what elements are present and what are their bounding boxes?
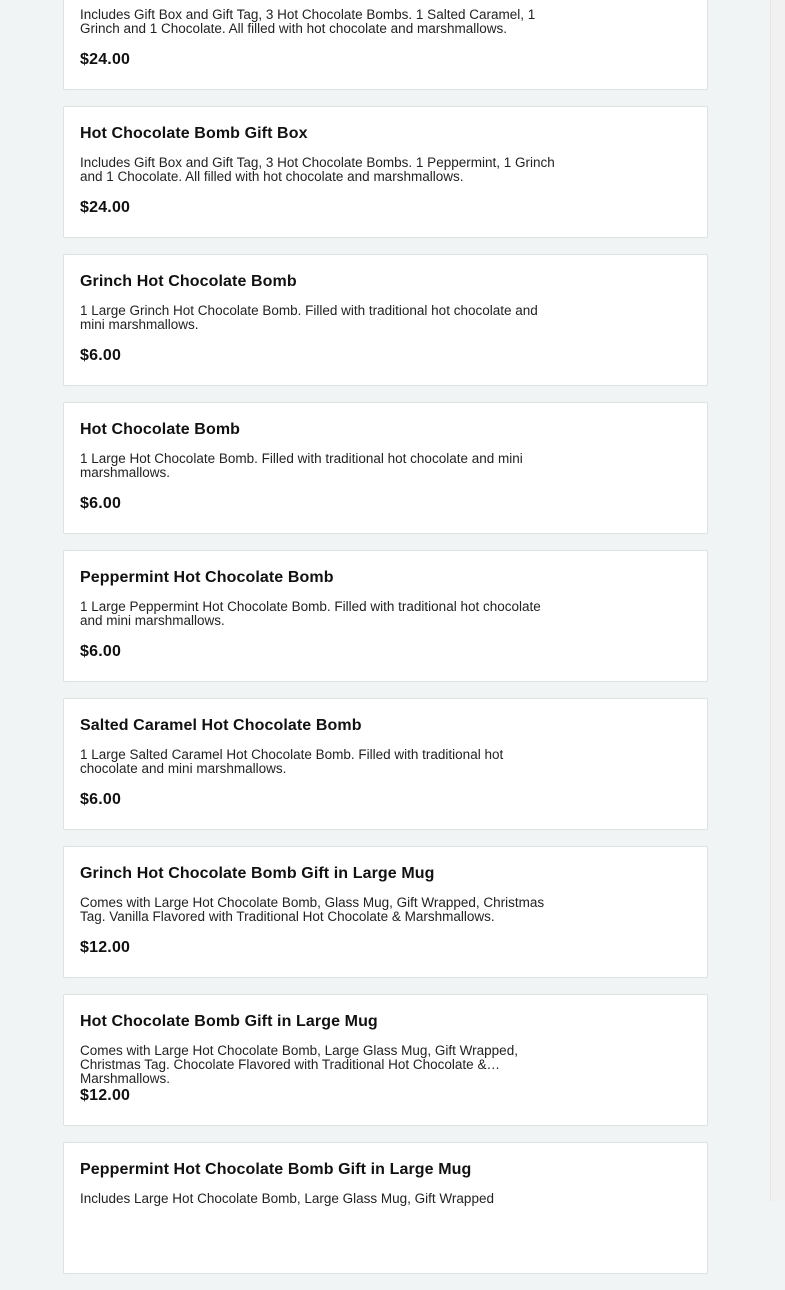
menu-item-price: $24.00 bbox=[80, 51, 131, 68]
menu-item-title: Grinch Hot Chocolate Bomb Gift in Large Mug bbox=[80, 865, 435, 882]
menu-item-description: Includes Gift Box and Gift Tag, 3 Hot Chocolate Bombs. 1 Peppermint, 1 Grinch and 1 Chocolate. All filled with hot chocolate and marshmallows. bbox=[80, 155, 555, 184]
menu-item-card[interactable] bbox=[63, 402, 708, 534]
menu-item-description: 1 Large Hot Chocolate Bomb. Filled with traditional hot chocolate and mini marshmallows. bbox=[80, 451, 523, 480]
menu-item-price: $6.00 bbox=[80, 791, 122, 808]
menu-item-list bbox=[63, 0, 708, 1290]
page-scrollbar[interactable] bbox=[770, 0, 785, 1201]
menu-item-price: $12.00 bbox=[80, 1087, 131, 1104]
menu-item-price: $6.00 bbox=[80, 643, 122, 660]
menu-item-title: Grinch Hot Chocolate Bomb bbox=[80, 273, 297, 290]
menu-item-description: 1 Large Salted Caramel Hot Chocolate Bomb. Filled with traditional hot chocolate and mini marshmallows. bbox=[80, 747, 504, 776]
menu-item-title: Hot Chocolate Bomb Gift in Large Mug bbox=[80, 1013, 378, 1030]
menu-item-card[interactable] bbox=[63, 0, 708, 90]
menu-item-title: Hot Chocolate Bomb bbox=[80, 421, 241, 438]
menu-item-title: Peppermint Hot Chocolate Bomb bbox=[80, 569, 334, 586]
menu-item-price: $12.00 bbox=[80, 939, 131, 956]
menu-item-price: $6.00 bbox=[80, 347, 122, 364]
menu-item-card[interactable] bbox=[63, 698, 708, 830]
menu-item-card[interactable] bbox=[63, 1142, 708, 1274]
menu-item-price: $24.00 bbox=[80, 199, 131, 216]
menu-item-card[interactable] bbox=[63, 994, 708, 1126]
menu-item-card[interactable] bbox=[63, 254, 708, 386]
menu-item-description: 1 Large Grinch Hot Chocolate Bomb. Filled with traditional hot chocolate and mini marshmallows. bbox=[80, 303, 538, 332]
menu-item-description: Includes Large Hot Chocolate Bomb, Large Glass Mug, Gift Wrapped bbox=[80, 1191, 494, 1206]
menu-item-card[interactable] bbox=[63, 106, 708, 238]
menu-item-description: Includes Gift Box and Gift Tag, 3 Hot Chocolate Bombs. 1 Salted Caramel, 1 Grinch and 1 Chocolate. All filled with hot chocolate and marshmallows. bbox=[80, 7, 536, 36]
menu-item-description: 1 Large Peppermint Hot Chocolate Bomb. Filled with traditional hot chocolate and mini marshmallows. bbox=[80, 599, 541, 628]
menu-item-price: $6.00 bbox=[80, 495, 122, 512]
menu-item-title: Hot Chocolate Bomb Gift Box bbox=[80, 125, 308, 142]
menu-item-card[interactable] bbox=[63, 550, 708, 682]
menu-item-title: Peppermint Hot Chocolate Bomb Gift in Large Mug bbox=[80, 1161, 472, 1178]
menu-item-card[interactable] bbox=[63, 846, 708, 978]
menu-item-description: Comes with Large Hot Chocolate Bomb, Large Glass Mug, Gift Wrapped, Christmas Tag. Chocolate Flavored with Traditional Hot Chocolate & Marshmallows. bbox=[80, 1043, 518, 1086]
menu-item-title: Salted Caramel Hot Chocolate Bomb bbox=[80, 717, 362, 734]
menu-item-description: Comes with Large Hot Chocolate Bomb, Glass Mug, Gift Wrapped, Christmas Tag. Vanilla Flavored with Traditional Hot Chocolate & Marshmallows. bbox=[80, 895, 545, 924]
